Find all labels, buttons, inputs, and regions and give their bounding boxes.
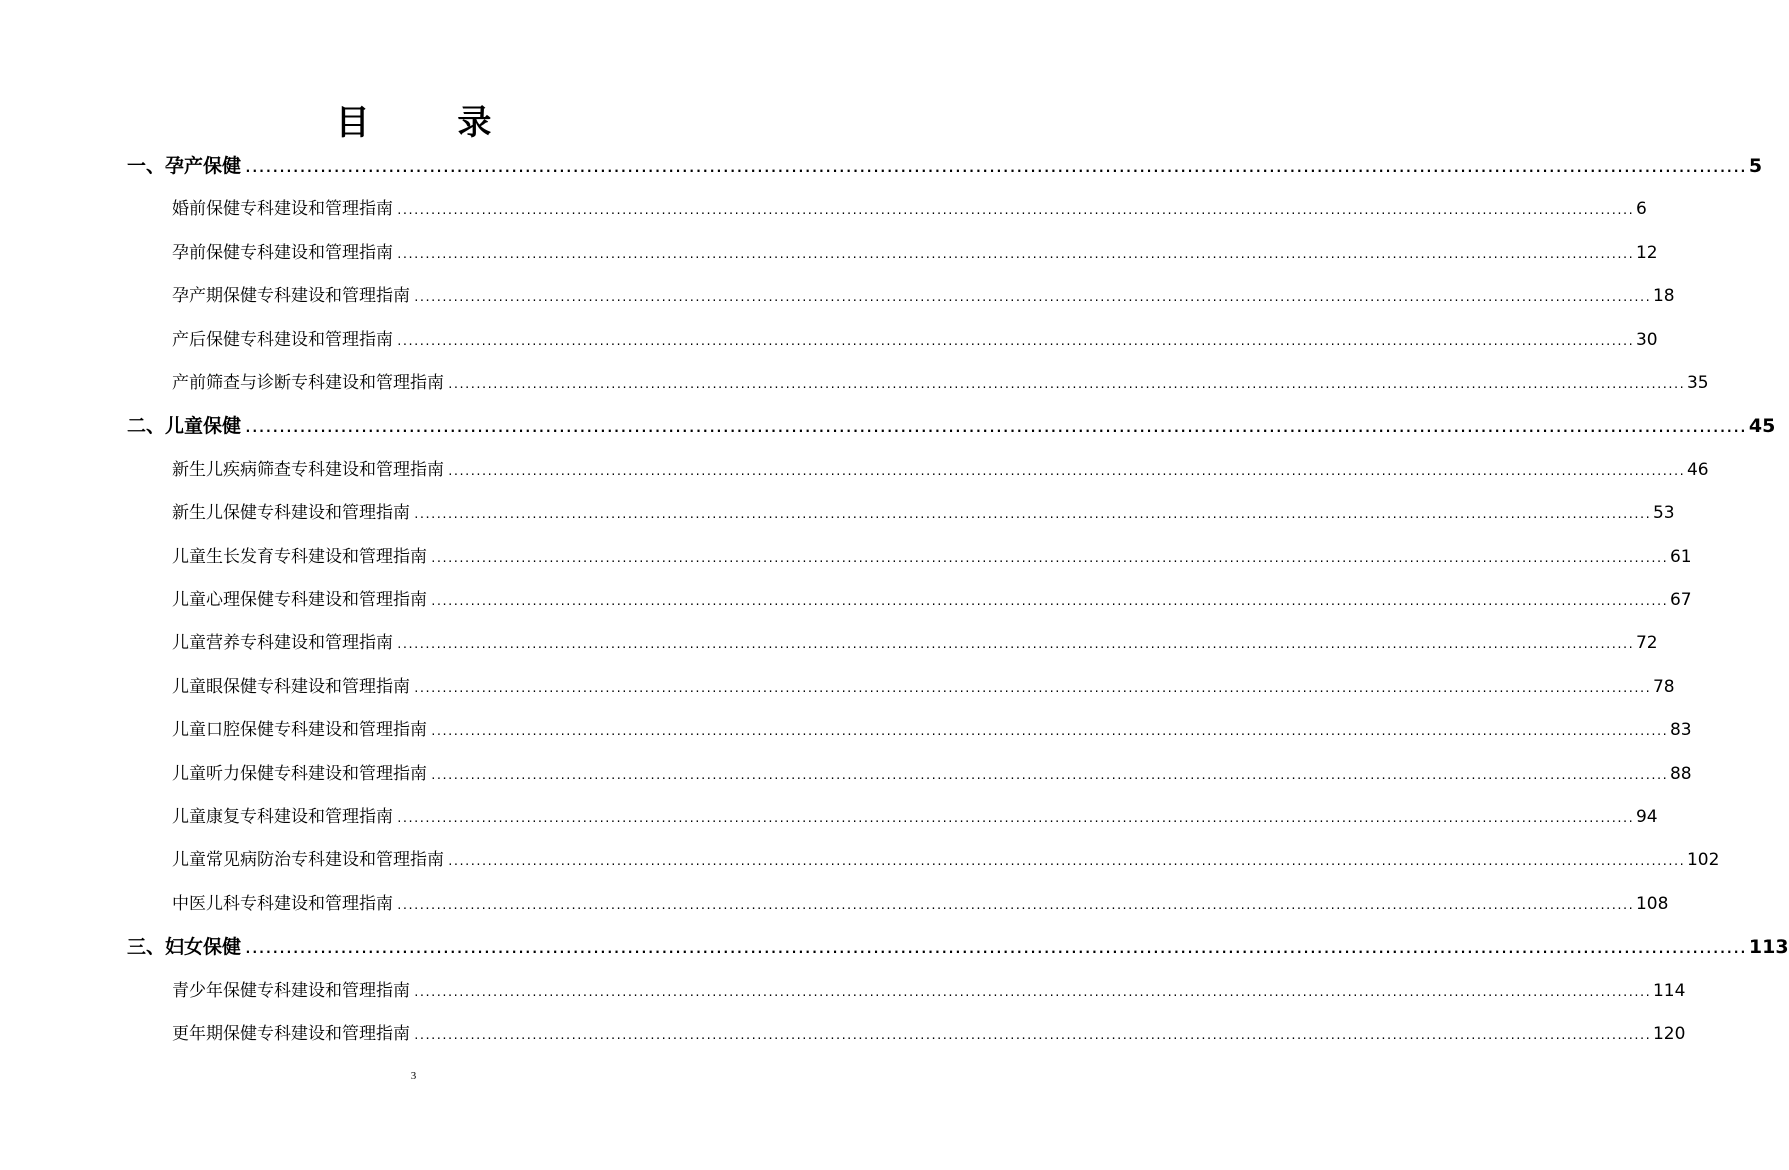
toc-entry-title: 更年期保健专科建设和管理指南 [172,1024,410,1044]
toc-entry-row[interactable] [172,498,1675,528]
toc-entry-title: 儿童营养专科建设和管理指南 [172,633,393,653]
toc-page-number: 45 [1748,415,1776,437]
dot-leader: ............................................................................................................................................................................................................................ [447,855,1684,868]
toc-page-number: 78 [1652,677,1675,697]
toc-page-number: 108 [1635,894,1669,914]
toc-entry-title: 孕前保健专科建设和管理指南 [172,243,393,263]
dot-leader: ............................................................................................................................................................................................................................ [413,986,1650,999]
toc-entry-row[interactable] [172,628,1658,658]
toc-entry-title: 产后保健专科建设和管理指南 [172,330,393,350]
dot-leader: ............................................................................................................................................................................................................................ [396,899,1633,912]
toc-page-number: 18 [1652,286,1675,306]
dot-leader: ............................................................................................................................................................................................................................ [396,335,1633,348]
dot-leader: ............................................................................................................................................................................................................................ [430,595,1667,608]
toc-entry-title: 孕产期保健专科建设和管理指南 [172,286,410,306]
dot-leader: ............................................................................................................................................................................................................................ [244,161,1746,176]
dot-leader: ............................................................................................................................................................................................................................ [430,552,1667,565]
toc-page-number: 46 [1686,460,1709,480]
dot-leader: ............................................................................................................................................................................................................................ [396,812,1633,825]
toc-section-row[interactable] [127,932,1789,962]
toc-page-number: 61 [1669,547,1692,567]
toc-page-number: 35 [1686,373,1709,393]
dot-leader: ............................................................................................................................................................................................................................ [413,1029,1650,1042]
toc-entry-row[interactable] [172,194,1647,224]
toc-entry-title: 儿童听力保健专科建设和管理指南 [172,764,427,784]
toc-page-number: 120 [1652,1024,1686,1044]
toc-page-number: 113 [1748,936,1789,958]
toc-entry-title: 儿童生长发育专科建设和管理指南 [172,547,427,567]
toc-entry-row[interactable] [172,325,1658,355]
toc-page-number: 114 [1652,981,1686,1001]
toc-page-number: 53 [1652,503,1675,523]
page-title: 目 录 [335,103,530,143]
toc-entry-title: 中医儿科专科建设和管理指南 [172,894,393,914]
toc-page-number: 83 [1669,720,1692,740]
dot-leader: ............................................................................................................................................................................................................................ [244,942,1746,957]
toc-entry-row[interactable] [172,455,1709,485]
dot-leader: ............................................................................................................................................................................................................................ [396,638,1633,651]
dot-leader: ............................................................................................................................................................................................................................ [447,378,1684,391]
toc-entry-title: 儿童口腔保健专科建设和管理指南 [172,720,427,740]
toc-entry-row[interactable] [172,238,1658,268]
toc-section-title: 二、儿童保健 [127,415,242,437]
dot-leader: ............................................................................................................................................................................................................................ [413,291,1650,304]
toc-entry-row[interactable] [172,802,1658,832]
toc-entry-row[interactable] [172,845,1720,875]
toc-entry-row[interactable] [172,585,1692,615]
dot-leader: ............................................................................................................................................................................................................................ [396,204,1633,217]
toc-entry-title: 婚前保健专科建设和管理指南 [172,199,393,219]
dot-leader: ............................................................................................................................................................................................................................ [396,248,1633,261]
toc-section-row[interactable] [127,411,1776,441]
toc-page-number: 94 [1635,807,1658,827]
toc-entry-title: 儿童康复专科建设和管理指南 [172,807,393,827]
dot-leader: ............................................................................................................................................................................................................................ [430,725,1667,738]
toc-section-row[interactable] [127,151,1763,181]
toc-section-title: 三、妇女保健 [127,936,242,958]
toc-entry-title: 新生儿保健专科建设和管理指南 [172,503,410,523]
toc-entry-title: 青少年保健专科建设和管理指南 [172,981,410,1001]
toc-entry-row[interactable] [172,889,1669,919]
dot-leader: ............................................................................................................................................................................................................................ [413,508,1650,521]
toc-entry-title: 产前筛查与诊断专科建设和管理指南 [172,373,444,393]
toc-entry-title: 儿童眼保健专科建设和管理指南 [172,677,410,697]
toc-entry-title: 儿童常见病防治专科建设和管理指南 [172,850,444,870]
toc-entry-row[interactable] [172,976,1686,1006]
toc-page-number: 72 [1635,633,1658,653]
toc-page-number: 6 [1635,199,1647,219]
toc-entry-row[interactable] [172,672,1675,702]
toc-entry-row[interactable] [172,1019,1686,1049]
toc-entry-title: 新生儿疾病筛查专科建设和管理指南 [172,460,444,480]
toc-page-number: 12 [1635,243,1658,263]
toc-entry-row[interactable] [172,368,1709,398]
dot-leader: ............................................................................................................................................................................................................................ [447,465,1684,478]
toc-entry-title: 儿童心理保健专科建设和管理指南 [172,590,427,610]
toc-entry-row[interactable] [172,542,1692,572]
toc-entry-row[interactable] [172,715,1692,745]
dot-leader: ............................................................................................................................................................................................................................ [430,769,1667,782]
toc-page-number: 88 [1669,764,1692,784]
toc-page-number: 67 [1669,590,1692,610]
toc-page-number: 5 [1748,155,1763,177]
dot-leader: ............................................................................................................................................................................................................................ [413,682,1650,695]
toc-section-title: 一、孕产保健 [127,155,242,177]
toc-entry-row[interactable] [172,759,1692,789]
dot-leader: ............................................................................................................................................................................................................................ [244,421,1746,436]
page-number: 3 [410,1070,417,1082]
toc-entry-row[interactable] [172,281,1675,311]
toc-page-number: 30 [1635,330,1658,350]
toc-page-number: 102 [1686,850,1720,870]
